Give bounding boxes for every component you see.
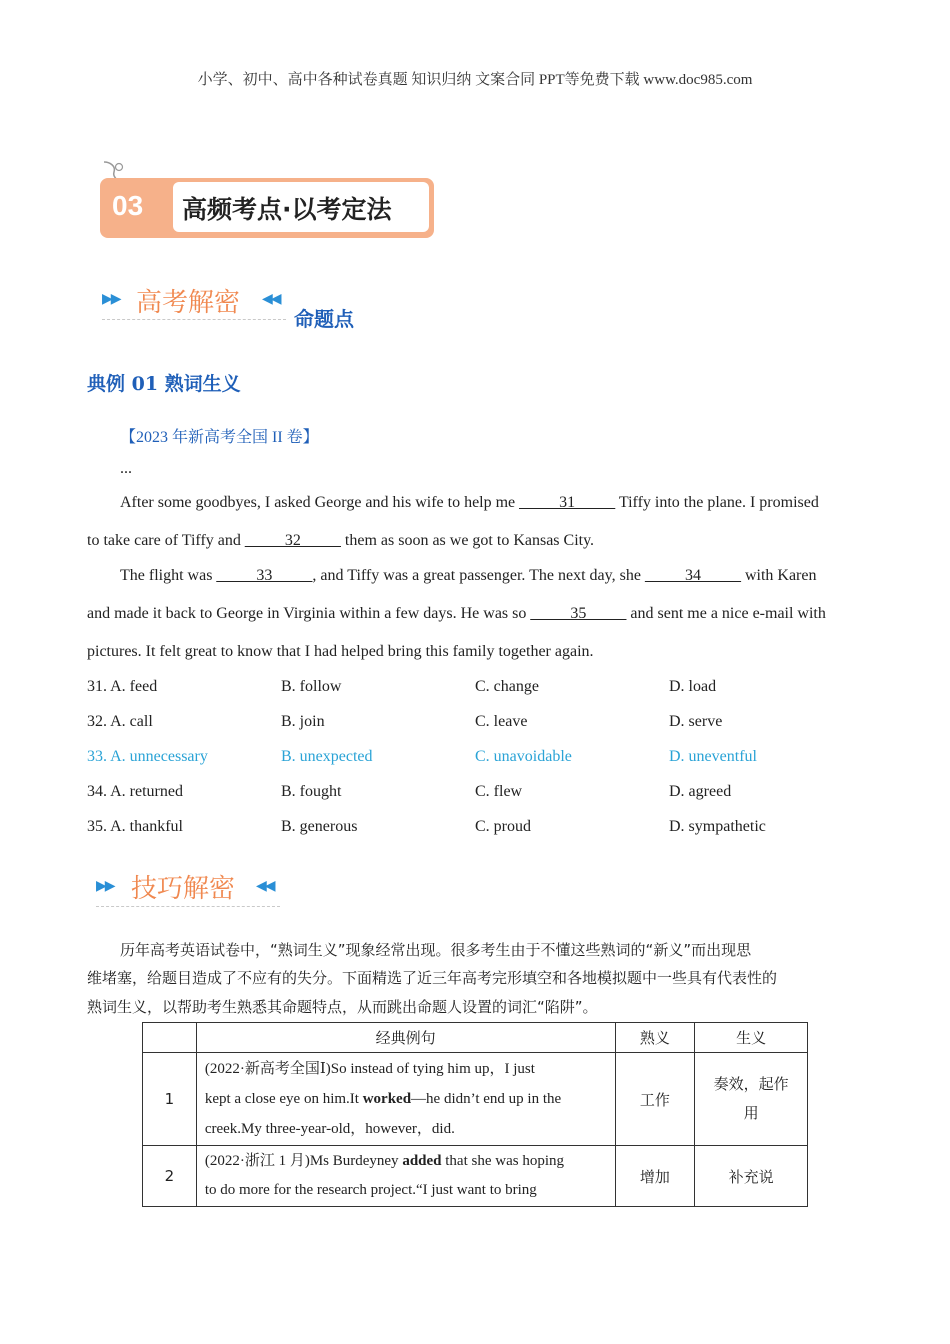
passage-line: pictures. It felt great to know that I had helped bring this family together again. (87, 643, 594, 660)
row-number: 1 (143, 1053, 197, 1146)
section-underline (96, 905, 280, 907)
new-meaning: 补充说 (695, 1146, 808, 1207)
option-31-c: C. change (475, 678, 539, 695)
option-34-b: B. fought (281, 783, 342, 800)
passage-line (120, 494, 819, 512)
new-meaning-line: 用 (743, 1104, 759, 1122)
blank-35: _____35_____ (530, 605, 627, 622)
intro-line: 历年高考英语试卷中，“熟词生义”现象经常出现。很多考生由于不懂这些熟词的“新义”而出现思 (120, 941, 752, 959)
option-34-c: C. flew (475, 783, 523, 800)
section-underline (102, 318, 286, 320)
blank-32: _____32_____ (244, 532, 341, 549)
double-arrow-left-icon: ◀◀ (256, 878, 274, 894)
keyword: added (402, 1153, 442, 1169)
table-header-cell: 熟义 (615, 1023, 695, 1053)
passage-text: After some goodbyes, I asked George and his wife to help me (120, 494, 520, 511)
passage-text: , and Tiffy was a great passenger. The next day, she (312, 567, 645, 584)
sentence-text: kept a close eye on him.It (204, 1091, 363, 1107)
row-number: 2 (143, 1146, 197, 1207)
passage-text: and sent me a nice e-mail with (626, 605, 826, 622)
section-title-gaokao: 高考解密 (136, 288, 241, 318)
double-arrow-right-icon: ▶▶ (96, 878, 114, 894)
option-34-d: D. agreed (669, 783, 732, 800)
option-35-b: B. generous (281, 818, 358, 835)
passage-line (87, 605, 826, 623)
table-header-row (143, 1023, 808, 1053)
page-header: 小学、初中、高中各种试卷真题 知识归纳 文案合同 PPT等免费下载 www.doc985.com (197, 72, 753, 88)
example-sentence (196, 1053, 615, 1146)
sentence-line: creek.My three-year-old，however，did. (204, 1121, 455, 1137)
passage-text: The flight was (120, 567, 217, 584)
exam-source: 【2023 年新高考全国 II 卷】 (120, 429, 319, 446)
new-meaning-line: 奏效，起作 (713, 1075, 789, 1093)
passage-text: and made it back to George in Virginia within a few days. He was so (87, 605, 531, 622)
double-arrow-right-icon: ▶▶ (102, 291, 120, 307)
option-33-b: B. unexpected (281, 748, 373, 765)
section-title-skills: 技巧解密 (131, 874, 236, 904)
option-32-c: C. leave (475, 713, 528, 730)
intro-line: 熟词生义，以帮助考生熟悉其命题特点，从而跳出命题人设置的词汇“陷阱”。 (87, 998, 598, 1016)
banner-number: 03 (112, 190, 144, 221)
table-header-cell: 生义 (695, 1023, 808, 1053)
option-34-a: 34. A. returned (87, 783, 183, 800)
table-header-cell (143, 1023, 197, 1053)
familiar-meaning: 增加 (615, 1146, 695, 1207)
sentence-line: (2022·新高考全国Ⅰ)So instead of tying him up，I just (204, 1061, 535, 1077)
sentence-text: —he didn’t end up in the (411, 1091, 562, 1107)
example-sentence (196, 1146, 615, 1207)
option-32-d: D. serve (669, 713, 723, 730)
sentence-line: to do more for the research project.“I just want to bring (204, 1182, 537, 1198)
blank-34: _____34_____ (644, 567, 741, 584)
sentence-line (205, 1147, 607, 1176)
table-header-cell: 经典例句 (196, 1023, 615, 1053)
passage-text: them as soon as we got to Kansas City. (340, 532, 595, 549)
option-35-c: C. proud (475, 818, 531, 835)
option-35-a: 35. A. thankful (87, 818, 183, 835)
blank-31: _____31_____ (519, 494, 616, 511)
option-35-d: D. sympathetic (669, 818, 766, 835)
passage-line (120, 567, 816, 585)
table-row (143, 1146, 808, 1207)
section-subtitle: 命题点 (294, 307, 354, 331)
table-row (143, 1053, 808, 1146)
ellipsis: ... (120, 460, 132, 477)
option-33-c: C. unavoidable (475, 748, 572, 765)
familiar-meaning: 工作 (615, 1053, 695, 1146)
sentence-text: that she was hoping (441, 1153, 564, 1169)
new-meaning (695, 1053, 808, 1146)
double-arrow-left-icon: ◀◀ (262, 291, 280, 307)
blank-33: _____33_____ (216, 567, 313, 584)
option-32-b: B. join (281, 713, 325, 730)
intro-line: 维堵塞，给题目造成了不应有的失分。下面精选了近三年高考完形填空和各地模拟题中一些具有代表性的 (87, 969, 778, 987)
sentence-text: (2022·浙江 1 月)Ms Burdeyney (204, 1153, 403, 1169)
passage-line (87, 532, 594, 550)
sentence-line (205, 1084, 607, 1114)
option-31-a: 31. A. feed (87, 678, 158, 695)
keyword: worked (362, 1091, 412, 1107)
option-32-a: 32. A. call (87, 713, 153, 730)
word-meaning-table (142, 1022, 808, 1207)
passage-text: with Karen (740, 567, 817, 584)
section-banner (100, 160, 436, 240)
banner-title: 高频考点·以考定法 (182, 195, 392, 224)
example-title: 典例 01 熟词生义 (87, 373, 241, 395)
option-31-d: D. load (669, 678, 717, 695)
option-33-d: D. uneventful (669, 748, 757, 765)
passage-text: to take care of Tiffy and (87, 532, 245, 549)
passage-text: Tiffy into the plane. I promised (615, 494, 819, 511)
option-33-a: 33. A. unnecessary (87, 748, 208, 765)
option-31-b: B. follow (281, 678, 342, 695)
